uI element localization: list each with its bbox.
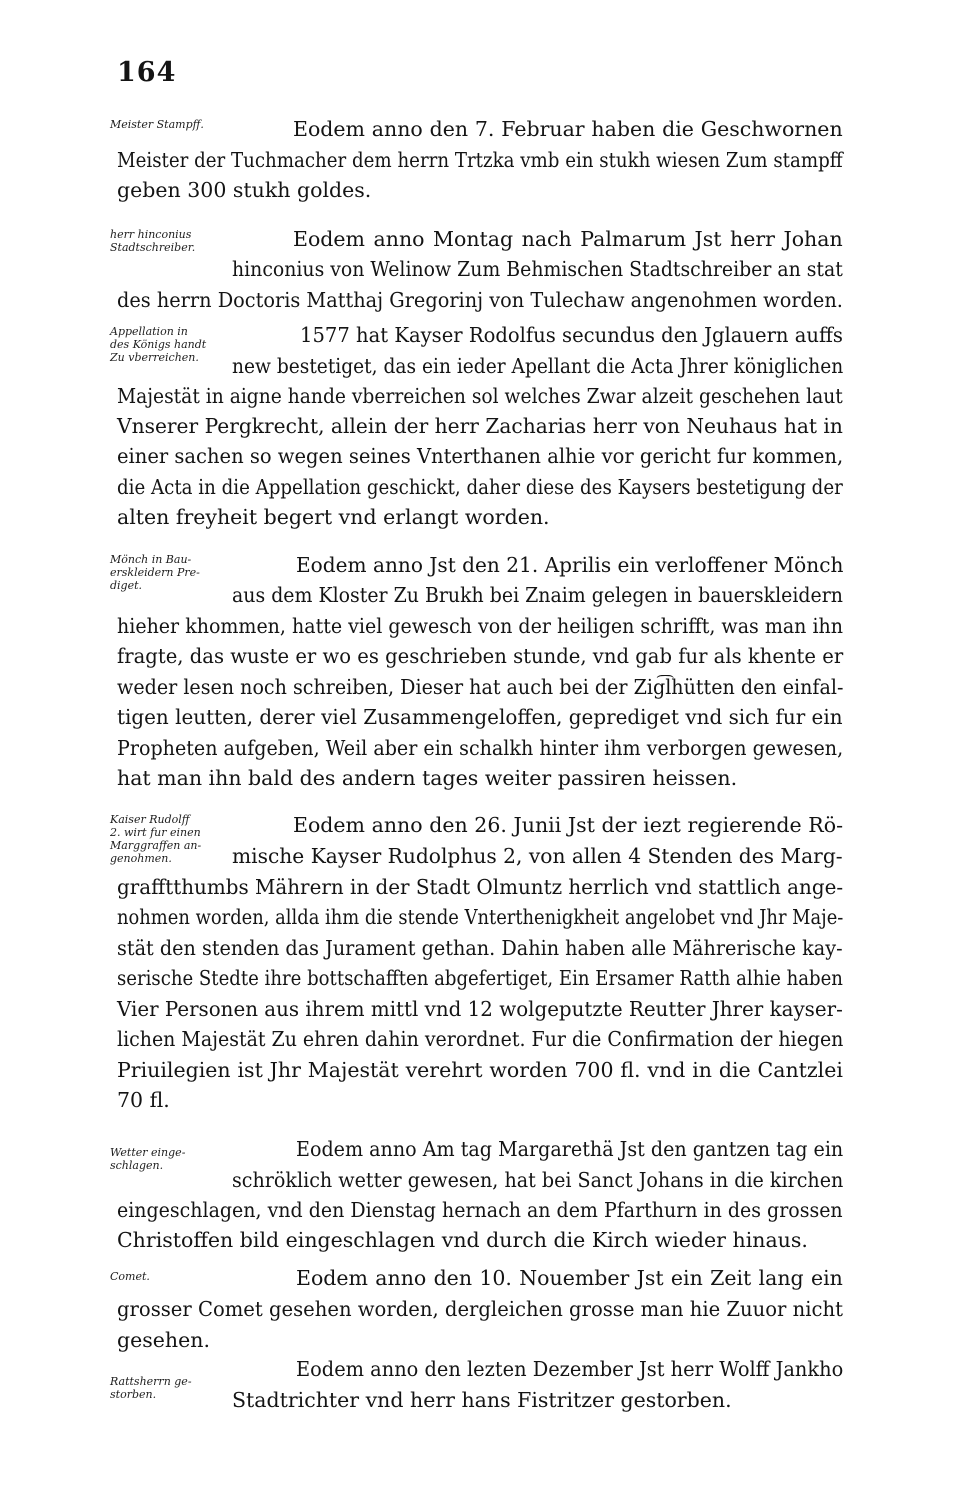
entry-first-line: Eodem anno den 7. Februar haben die Geschwornen (293, 117, 843, 141)
entry-first-line: Eodem anno den lezten Dezember Jst herr Wolff Jankho (296, 1357, 844, 1381)
text-line: mische Kayser Rudolphus 2, von allen 4 Stenden des Marg- (232, 844, 843, 868)
marginal-note (110, 228, 235, 254)
marginal-note-line: storben. (110, 1388, 157, 1401)
marginal-note-line: Rattsherrn ge- (110, 1375, 192, 1388)
text-line: Meister der Tuchmacher dem herrn Trtzka vmb ein stukh wiesen Zum stampff (117, 148, 843, 172)
text-line: schröklich wetter gewesen, hat bei Sanct Johans in die kirchen (232, 1168, 844, 1192)
marginal-note-line: Stadtschreiber. (110, 241, 196, 254)
text-line: Priuilegien ist Jhr Majestät verehrt worden 700 fl. vnd in die Cantzlei (117, 1058, 843, 1082)
text-line: stät den stenden das Jurament gethan. Dahin haben alle Mährerische kay- (117, 936, 843, 960)
entry-first-line: Eodem anno Montag nach Palmarum Jst herr Johan (293, 227, 843, 251)
marginal-note-line: genohmen. (110, 852, 172, 865)
marginal-note-line: Kaiser Rudolff (110, 813, 190, 826)
marginal-note (110, 1146, 235, 1172)
entry-first-line: Eodem anno den 10. Nouember Jst ein Zeit lang ein (296, 1266, 843, 1290)
marginal-note-line: diget. (110, 579, 143, 592)
text-line: Vier Personen aus ihrem mittl vnd 12 wolgeputzte Reutter Jhrer kayser- (117, 997, 843, 1021)
text-line: alten freyheit begert vnd erlangt worden. (117, 505, 550, 529)
text-line: nohmen worden, allda ihm die stende Vnterthenigkheit angelobet vnd Jhr Maje- (117, 905, 844, 929)
text-line: lichen Majestät Zu ehren dahin verordnet. Fur die Confirmation der hiegen (117, 1027, 844, 1051)
text-line: new bestetiget, das ein ieder Apellant die Acta Jhrer königlichen (232, 354, 844, 378)
text-line: einer sachen so wegen seines Vnterthanen alhie vor gericht fur kommen, (117, 444, 844, 468)
text-line: tigen leutten, derer viel Zusammengeloffen, geprediget vnd sich fur ein (117, 705, 843, 729)
marginal-note-line: Wetter einge- (110, 1146, 186, 1159)
text-line: gesehen. (117, 1328, 210, 1352)
marginal-note-line: herr hinconius (110, 228, 192, 241)
text-line: Majestät in aigne hande vberreichen sol welches Zwar alzeit geschehen laut (117, 384, 843, 408)
marginal-note (110, 1270, 235, 1283)
entry-first-line: Eodem anno den 26. Junii Jst der iezt regierende Rö- (293, 813, 843, 837)
text-line: geben 300 stukh goldes. (117, 178, 372, 202)
text-line: des herrn Doctoris Matthaj Gregorinj von Tulechaw angenohmen worden. (117, 288, 843, 312)
text-line: grafftthumbs Mährern in der Stadt Olmuntz herrlich vnd stattlich ange- (117, 875, 844, 899)
text-line: hat man ihn bald des andern tages weiter passiren heissen. (117, 766, 738, 790)
marginal-note (110, 813, 235, 865)
text-line: Stadtrichter vnd herr hans Fistritzer gestorben. (232, 1388, 732, 1412)
marginal-note-line: Marggraffen an- (110, 839, 202, 852)
marginal-note-line: Comet. (110, 1270, 150, 1283)
entry-first-line: 1577 hat Kayser Rodolfus secundus den Jglauern auffs (300, 323, 843, 347)
text-line: weder lesen noch schreiben, Dieser hat auch bei der Zig͡lhütten den einfal- (117, 675, 844, 699)
text-line: die Acta in die Appellation geschickt, daher diese des Kaysers bestetigung der (117, 475, 843, 499)
marginal-note-line: Mönch in Bau- (110, 553, 192, 566)
marginal-note (110, 553, 235, 592)
text-line: 70 fl. (117, 1088, 170, 1112)
text-line: Christoffen bild eingeschlagen vnd durch die Kirch wieder hinaus. (117, 1228, 808, 1252)
text-line: hinconius von Welinow Zum Behmischen Stadtschreiber an stat (232, 257, 843, 281)
marginal-note-line: Zu vberreichen. (110, 351, 199, 364)
text-line: aus dem Kloster Zu Brukh bei Znaim gelegen in bauersklеidern (232, 583, 843, 607)
text-line: fragte, das wuste er wo es geschrieben stunde, vnd gab fur als khente er (117, 644, 844, 668)
marginal-note-line: des Königs handt (110, 338, 207, 351)
text-line: eingeschlagen, vnd den Dienstag hernach an dem Pfarthurn in des grossen (117, 1198, 843, 1222)
entry-first-line: Eodem anno Jst den 21. Aprilis ein verloffener Mönch (296, 553, 844, 577)
marginal-note-line: ersklеidern Pre- (110, 566, 200, 579)
text-line: Vnserer Pergkrecht, allein der herr Zacharias herr von Neuhaus hat in (117, 414, 843, 438)
marginal-note-line: Meister Stampff. (110, 118, 204, 131)
text-line: Prophеten aufgeben, Weil aber ein schalkh hinter ihm verborgen gewesen, (117, 736, 844, 760)
marginal-note-line: schlagen. (110, 1159, 164, 1172)
marginal-note-line: Appellation in (110, 325, 188, 338)
entry-first-line: Eodem anno Am tag Margarethä Jst den gantzen tag ein (296, 1137, 844, 1161)
text-line: hieher khommen, hatte viel gewesch von der heiligen schrifft, was man ihn (117, 614, 844, 638)
text-line: serische Stedte ihre bottschafften abgefertiget, Ein Ersamer Ratth alhie haben (117, 966, 843, 990)
marginal-note (110, 325, 235, 364)
marginal-note-line: 2. wirt fur einen (110, 826, 201, 839)
marginal-note (110, 118, 235, 131)
text-line: grosser Comet gesehen worden, dergleichen grosse man hie Zuuor nicht (117, 1297, 843, 1321)
page-number: 164 (117, 57, 177, 88)
marginal-note (110, 1375, 235, 1401)
